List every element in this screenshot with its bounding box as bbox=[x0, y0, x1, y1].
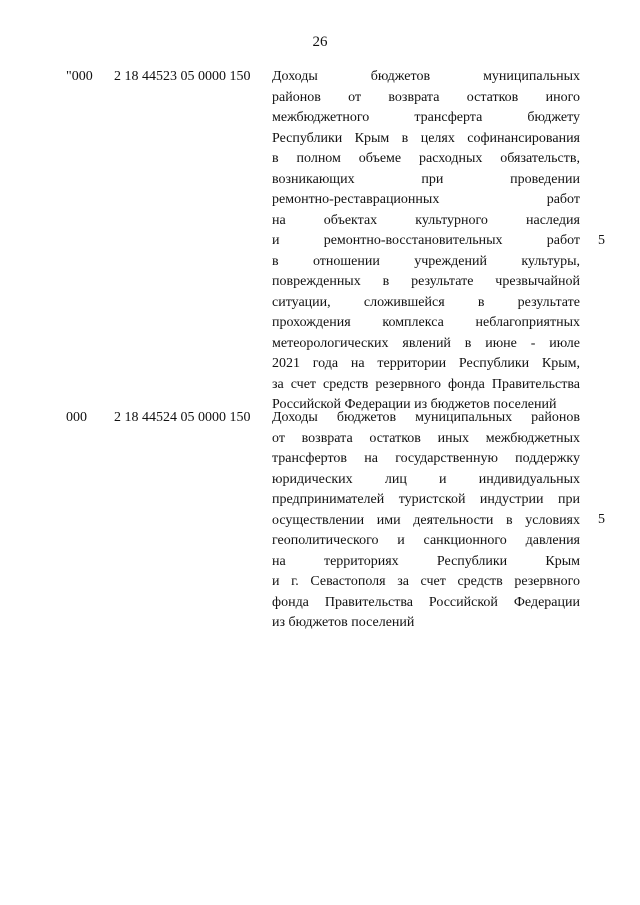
description-line: ситуации, сложившейся в результате bbox=[272, 294, 580, 310]
description-line: геополитического и санкционного давления bbox=[272, 533, 580, 548]
description-line: в полном объеме расходных обязательств, bbox=[272, 151, 580, 166]
description-line: поврежденных в результате чрезвычайной bbox=[272, 274, 580, 289]
description-line: Республики Крым в целях софинансирования bbox=[272, 130, 580, 146]
description-line: Российской Федерации из бюджетов поселений bbox=[272, 397, 557, 412]
description-line: в отношении учреждений культуры, bbox=[272, 253, 580, 269]
description-line: прохождения комплекса неблагоприятных bbox=[272, 315, 580, 330]
admin-code: 000 bbox=[66, 410, 87, 425]
income-description bbox=[272, 408, 580, 634]
description-line: метеорологических явлений в июне - июле bbox=[272, 335, 580, 351]
description-line: Доходы бюджетов муниципальных районов bbox=[272, 410, 580, 425]
description-line: фонда Правительства Российской Федерации bbox=[272, 594, 580, 610]
amount-value: 5 bbox=[598, 233, 605, 248]
description-line: Доходы бюджетов муниципальных bbox=[272, 69, 580, 84]
page-number: 26 bbox=[312, 34, 328, 50]
description-line: и г. Севастополя за счет средств резервного bbox=[272, 574, 580, 589]
description-line: юридических лиц и индивидуальных bbox=[272, 471, 580, 487]
description-line: за счет средств резервного фонда Правительства bbox=[272, 376, 580, 392]
description-line: на территориях Республики Крым bbox=[272, 553, 580, 569]
admin-code: "000 bbox=[66, 69, 93, 84]
description-line: от возврата остатков иных межбюджетных bbox=[272, 430, 580, 446]
amount-value: 5 bbox=[598, 512, 605, 527]
description-line: возникающих при проведении bbox=[272, 171, 580, 187]
description-line: и ремонтно-восстановительных работ bbox=[272, 233, 580, 248]
income-description bbox=[272, 67, 580, 416]
budget-classification-code: 2 18 44524 05 0000 150 bbox=[114, 410, 251, 425]
budget-classification-code: 2 18 44523 05 0000 150 bbox=[114, 69, 251, 84]
description-line: на объектах культурного наследия bbox=[272, 212, 580, 228]
description-line: предпринимателей туристской индустрии при bbox=[272, 492, 580, 507]
description-line: из бюджетов поселений bbox=[272, 615, 415, 630]
description-line: 2021 года на территории Республики Крым, bbox=[272, 356, 580, 371]
description-line: ремонтно-реставрационных работ bbox=[272, 192, 580, 207]
description-line: трансфертов на государственную поддержку bbox=[272, 451, 580, 466]
description-line: районов от возврата остатков иного bbox=[272, 89, 580, 105]
description-line: осуществлении ими деятельности в условиях bbox=[272, 512, 580, 528]
description-line: межбюджетного трансферта бюджету bbox=[272, 110, 580, 125]
